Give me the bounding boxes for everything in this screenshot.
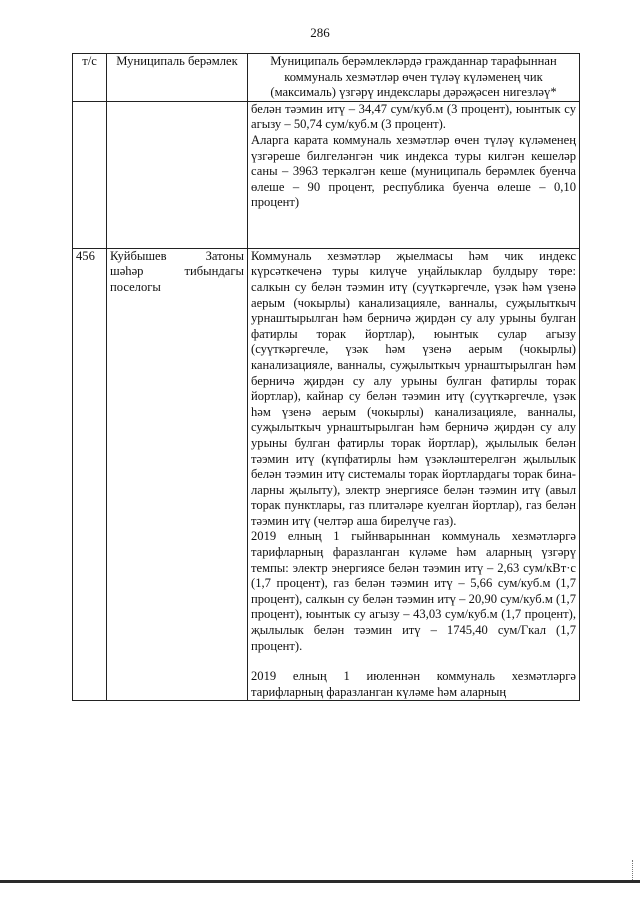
row-456-municipality: Куйбышев Затоны шәһәр тибындагы поселогы [107,248,248,701]
paragraph: белән тәэмин итү – 34,47 сум/куб.м (3 процент), юынтык су агызу – 50,74 сум/куб.м (3 процент). [251,101,576,132]
page-number: 286 [310,25,330,40]
table-row [73,101,580,248]
scan-artifact [632,860,635,880]
paragraph: 2019 елның 1 гыйнварыннан коммуналь хезмәтләргә тарифларның фаразланган күләме һәм аларның үзгәрү темпы: электр энергиясе белән тәэмин итү – 2,63 сум/кВт·с (1,7 процент), газ белән тәэмин итү – 5,66 сум/куб.м (1,7 процент), салкын су белән тәэмин итү – 20,90 сум/куб.м (1,7 процент), юынтык су агызу – 43,03 сум/куб.м (1,7 процент), җылылык белән тәэмин итү – 1745,40 сум/Гкал (1,7 процент). [251,529,576,653]
row-continued-municipality [107,101,248,248]
header-basis: Муниципаль берәмлекләрдә гражданнар тарафыннан коммуналь хезмәтләр өчен түләү күләменең чик (максималь) үзгәрү индекслары дәрәҗәсен нигезләү* [248,54,580,102]
tariff-table [72,53,580,701]
row-continued-num [73,101,107,248]
row-continued-basis [248,101,580,248]
row-456-num: 456 [73,248,107,701]
header-num: т/с [73,54,107,102]
table-row [73,248,580,701]
paragraph: Аларга карата коммуналь хезмәтләр өчен түләү күләменең үзгәреше билгеләнгән чик индекса туры килгән кешеләр саны – 3963 теркәлгән кеше (муниципаль берәмлек буенча өлеше – 90 процент, республика буенча өлеше – 0,10 процент) [251,132,576,210]
table-header-row [73,54,580,102]
header-municipality: Муниципаль берәмлек [107,54,248,102]
paragraph: 2019 елның 1 июленнән коммуналь хезмәтләргә тарифларның фаразланган күләме һәм аларның [251,669,576,699]
row-456-basis [248,248,580,701]
paragraph: Коммуналь хезмәтләр җыелмасы һәм чик индекс күрсәткеченә туры килүче уңайлыклар булдыру төре: салкын су белән тәэмин итү (суүткәргечле, үзәк һәм үзенә аерым (чокырлы) канализацияле, ванналы, суҗылыткыч урнаштырылган һәм берничә җирдән су алу урыны булган фатирлы торак йортлар), юынтык сулар агызу (суүткәргечле, үзәк һәм үзенә аерым (чокырлы) канализацияле, ванналы, суҗылыткыч урнаштырылган һәм берничә җирдән су алу урыны булган фатирлы торак йортлар), кайнар су белән тәэмин итү (суүткәргечле, үзәк һәм үзенә аерым (чокырлы) канализацияле, ванналы, суҗылыткыч урнаштырылган һәм берничә җирдән су алу урыны булган фатирлы торак йортлар), җылылык белән тәэмин итү (күпфатирлы һәм үзәкләштерелгән җылылык белән тәэмин итү системалы торак йортлардагы торак биналарны җылыту), электр энергиясе белән тәэмин итү (авыл торак пунктлары, газ плитәләре куелган йортлар), газ белән тәэмин итү (челтәр аша бирелүче газ). [251,248,576,528]
scan-edge-line [0,880,640,883]
